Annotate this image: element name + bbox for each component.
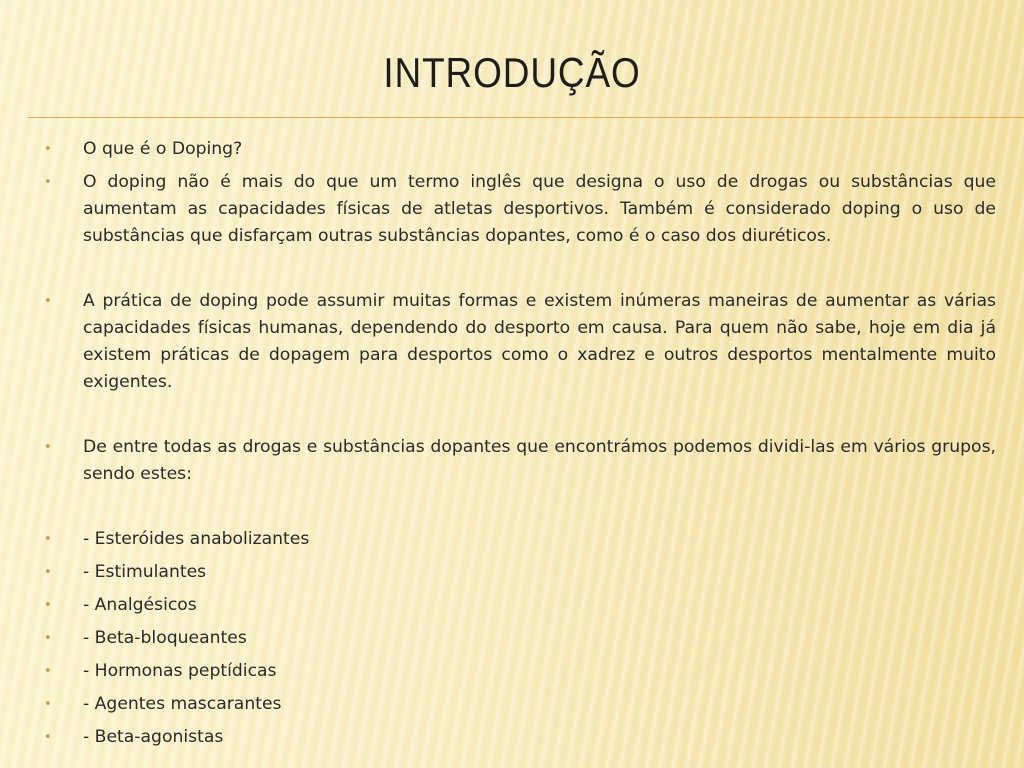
bullet-text: De entre todas as drogas e substâncias dopantes que encontrámos podemos dividi-las em vários grupos, sendo estes:	[83, 437, 996, 484]
bullet-item	[44, 434, 996, 488]
bullet-dot-icon: •	[44, 532, 52, 547]
bullet-item	[44, 559, 996, 586]
bullet-text: - Beta-bloqueantes	[83, 628, 247, 648]
bullet-text: - Agentes mascarantes	[83, 694, 282, 714]
bullet-item	[44, 526, 996, 553]
bullet-item	[44, 691, 996, 718]
title-divider	[28, 117, 1024, 118]
bullet-item	[44, 724, 996, 751]
bullet-dot-icon: •	[44, 440, 52, 455]
bullet-item	[44, 288, 996, 396]
bullet-item	[44, 169, 996, 250]
bullet-text: - Hormonas peptídicas	[83, 661, 277, 681]
bullet-dot-icon: •	[44, 142, 52, 157]
bullet-dot-icon: •	[44, 730, 52, 745]
bullet-text: - Beta-agonistas	[83, 727, 224, 747]
bullet-dot-icon: •	[44, 697, 52, 712]
bullet-item	[44, 136, 996, 163]
bullet-text: - Estimulantes	[83, 562, 207, 582]
bullet-item	[44, 658, 996, 685]
bullet-text: O doping não é mais do que um termo inglês que designa o uso de drogas ou substâncias que aumentam as capacidades físicas de atletas desportivos. Também é considerado doping o uso de substâncias que disfarçam outras substâncias dopantes, como é o caso dos diuréticos.	[83, 172, 996, 246]
slide-title: INTRODUÇÃO	[383, 49, 641, 96]
bullet-item	[44, 592, 996, 619]
bullet-text: O que é o Doping?	[83, 139, 243, 159]
bullet-dot-icon: •	[44, 294, 52, 309]
bullet-dot-icon: •	[44, 175, 52, 190]
bullet-dot-icon: •	[44, 631, 52, 646]
bullet-item	[44, 625, 996, 652]
bullet-dot-icon: •	[44, 664, 52, 679]
bullet-text: - Esteróides anabolizantes	[83, 529, 310, 549]
bullet-dot-icon: •	[44, 565, 52, 580]
content-area	[44, 136, 996, 751]
bullet-text: A prática de doping pode assumir muitas formas e existem inúmeras maneiras de aumentar as várias capacidades físicas humanas, dependendo do desporto em causa. Para quem não sabe, hoje em dia já existem práticas de dopagem para desportos como o xadrez e outros desportos mentalmente muito exigentes.	[83, 291, 996, 392]
bullet-text: - Analgésicos	[83, 595, 197, 615]
bullet-dot-icon: •	[44, 598, 52, 613]
